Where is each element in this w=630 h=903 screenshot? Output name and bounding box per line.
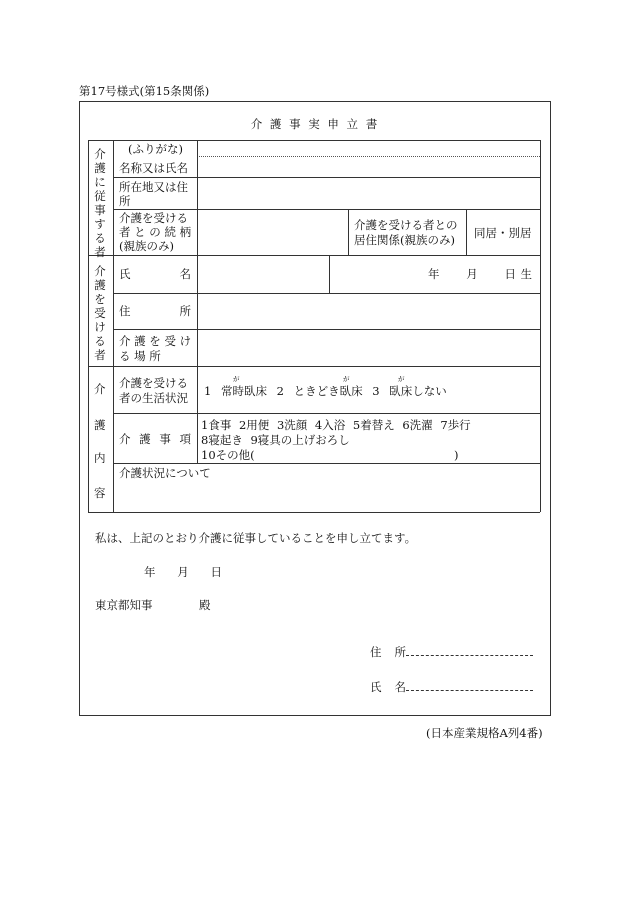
addressee: 東京都知事	[95, 598, 153, 612]
applicant-address-label: 住 所	[370, 645, 406, 659]
place-label-1: 介 護 を 受 け	[119, 334, 192, 348]
form-number: 第17号様式(第15条関係)	[79, 84, 210, 98]
items-line-1: 1食事 2用便 3洗顔 4入浴 5着替え 6洗濯 7歩行	[201, 418, 471, 432]
recipient-heading: 介護を受ける者	[94, 264, 106, 362]
ruby-ga-2: が	[343, 375, 350, 383]
recipient-address-label: 住 所	[119, 304, 191, 318]
recipient-name-label: 氏 名	[119, 267, 191, 281]
relationship-label-1: 介護を受ける	[119, 211, 188, 225]
applicant-name-label: 氏 名	[370, 680, 406, 694]
ruby-ga-1: が	[233, 375, 240, 383]
honorific: 殿	[199, 598, 211, 612]
caregiver-address-label-1: 所在地又は住	[119, 180, 188, 194]
ruby-ga-3: が	[398, 375, 405, 383]
living-label-2: 者の生活状況	[119, 391, 188, 405]
applicant-name-field[interactable]	[406, 679, 533, 691]
place-label-2: る 場 所	[119, 349, 161, 363]
residence-label-1: 介護を受ける者との	[354, 218, 458, 232]
applicant-name-row	[370, 679, 533, 694]
caregiver-name-label: 名称又は氏名	[119, 161, 188, 175]
page-title: 介 護 事 実 申 立 書	[250, 117, 380, 131]
relationship-label-3: (親族のみ)	[119, 239, 174, 253]
items-line-3-open: 10その他(	[201, 448, 255, 462]
content-heading-3: 内	[94, 451, 106, 465]
content-heading-4: 容	[94, 486, 106, 500]
applicant-address-row	[370, 644, 533, 659]
birthdate-text: 年 月 日生	[428, 267, 532, 281]
footer-note: (日本産業規格A列4番)	[426, 726, 543, 740]
living-label-1: 介護を受ける	[119, 376, 188, 390]
residence-label-2: 居住関係(親族のみ)	[354, 233, 455, 247]
caregiver-heading: 介護に従事する者	[94, 147, 106, 259]
applicant-address-field[interactable]	[406, 644, 533, 656]
content-heading-2: 護	[94, 418, 106, 432]
items-label: 介 護 事 項	[119, 432, 191, 446]
content-heading-1: 介	[94, 382, 106, 396]
furigana-label: (ふりがな)	[128, 142, 183, 156]
status-label: 介護状況について	[119, 466, 211, 480]
items-line-2: 8寝起き 9寝具の上げおろし	[201, 433, 350, 447]
relationship-label-2: 者 と の 続 柄	[119, 225, 192, 239]
items-line-3-close: )	[454, 448, 459, 462]
caregiver-address-label-2: 所	[119, 194, 131, 208]
living-options: 1 常時臥床 2 ときどき臥床 3 臥床しない	[204, 384, 447, 398]
declaration-text: 私は、上記のとおり介護に従事していることを申し立てます。	[95, 531, 417, 545]
date-text: 年 月 日	[144, 565, 222, 579]
residence-value: 同居・別居	[474, 226, 532, 240]
